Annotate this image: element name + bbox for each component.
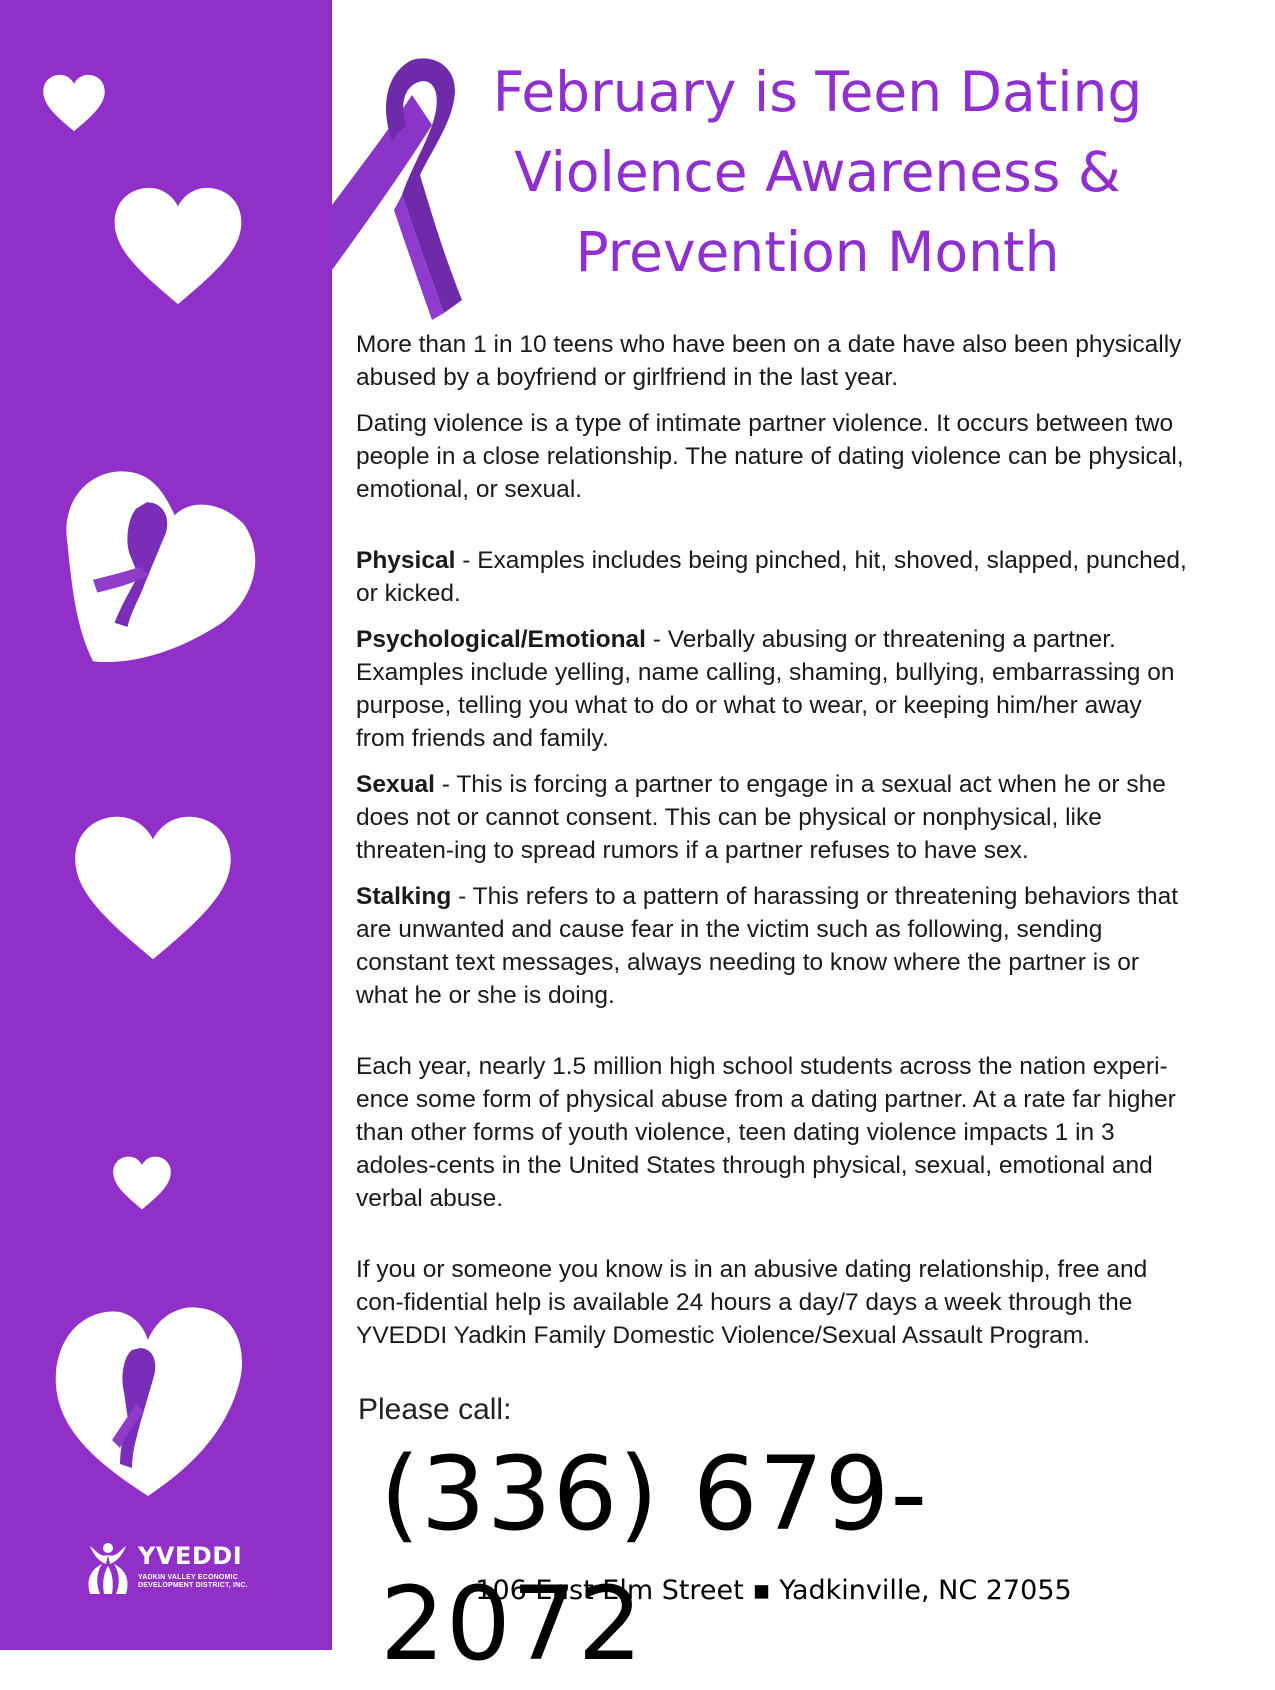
help-paragraph: If you or someone you know is in an abusive dating relationship, free and con-fidential help is available 24 hours a day/7 days a week through the YVEDDI Yadkin Family Domestic Violence/Sexual Assault Program. (356, 1256, 1148, 1349)
sidebar (0, 0, 332, 1650)
heart-ribbon-icon (50, 455, 265, 670)
page-title (450, 52, 1185, 292)
title-line: Prevention Month (575, 220, 1060, 284)
yveddi-logo-icon (80, 1540, 136, 1596)
type-text: - This is forcing a partner to engage in a sexual act when he or she does not or cannot consent. This can be physical or nonphysical, like threaten-ing to spread rumors if a partner refuses to have sex. (356, 771, 1166, 864)
type-text: - This refers to a pattern of harassing or threatening behaviors that are unwanted and cause fear in the victim such as following, sending constant text messages, always needing to know where the partner is or what he or she is doing. (356, 883, 1179, 1009)
violence-type-sexual (356, 768, 1191, 867)
awareness-ribbon-icon (332, 55, 462, 320)
title-line: Violence Awareness & (514, 140, 1121, 204)
violence-type-emotional (356, 623, 1191, 755)
intro-paragraph: More than 1 in 10 teens who have been on a date have also been physically abused by a boyfriend or girlfriend in the last year. (356, 331, 1182, 391)
violence-type-physical (356, 544, 1191, 610)
title-line: February is Teen Dating (492, 60, 1143, 124)
type-text: - Verbally abusing or threatening a partner. Examples include yelling, name calling, shaming, bullying, embarrassing on purpose, telling you what to do or what to wear, or keeping him/her away from friends and family. (356, 626, 1175, 752)
heart-ribbon-icon (48, 1295, 248, 1505)
please-call-label: Please call: (358, 1393, 512, 1426)
phone-number[interactable]: (336) 679-2072 (380, 1435, 929, 1684)
body-content (356, 328, 1191, 1365)
yveddi-logo (80, 1540, 270, 1600)
type-term: Physical (356, 547, 456, 574)
violence-type-stalking (356, 880, 1191, 1012)
intro-paragraph: Dating violence is a type of intimate partner violence. It occurs between two people in a close relationship. The nature of dating violence can be physical, emotional, or sexual. (356, 410, 1184, 503)
heart-icon (42, 72, 106, 134)
type-term: Sexual (356, 771, 435, 798)
address: 106 East Elm Street ▪ Yadkinville, NC 27055 (475, 1575, 1072, 1606)
type-term: Stalking (356, 883, 452, 910)
heart-icon (72, 808, 234, 968)
heart-icon (112, 1155, 172, 1211)
logo-subtitle: YADKIN VALLEY ECONOMIC DEVELOPMENT DISTRICT, INC. (138, 1574, 248, 1589)
logo-name: YVEDDI (138, 1542, 243, 1570)
type-term: Psychological/Emotional (356, 626, 646, 653)
stats-paragraph: Each year, nearly 1.5 million high school students across the nation experi-ence some form of physical abuse from a dating partner. At a rate far higher than other forms of youth violence, teen dating violence impacts 1 in 3 adoles-cents in the United States through physical, sexual, emotional and verbal abuse. (356, 1053, 1176, 1212)
heart-icon (112, 182, 244, 310)
type-text: - Examples includes being pinched, hit, shoved, slapped, punched, or kicked. (356, 547, 1187, 607)
